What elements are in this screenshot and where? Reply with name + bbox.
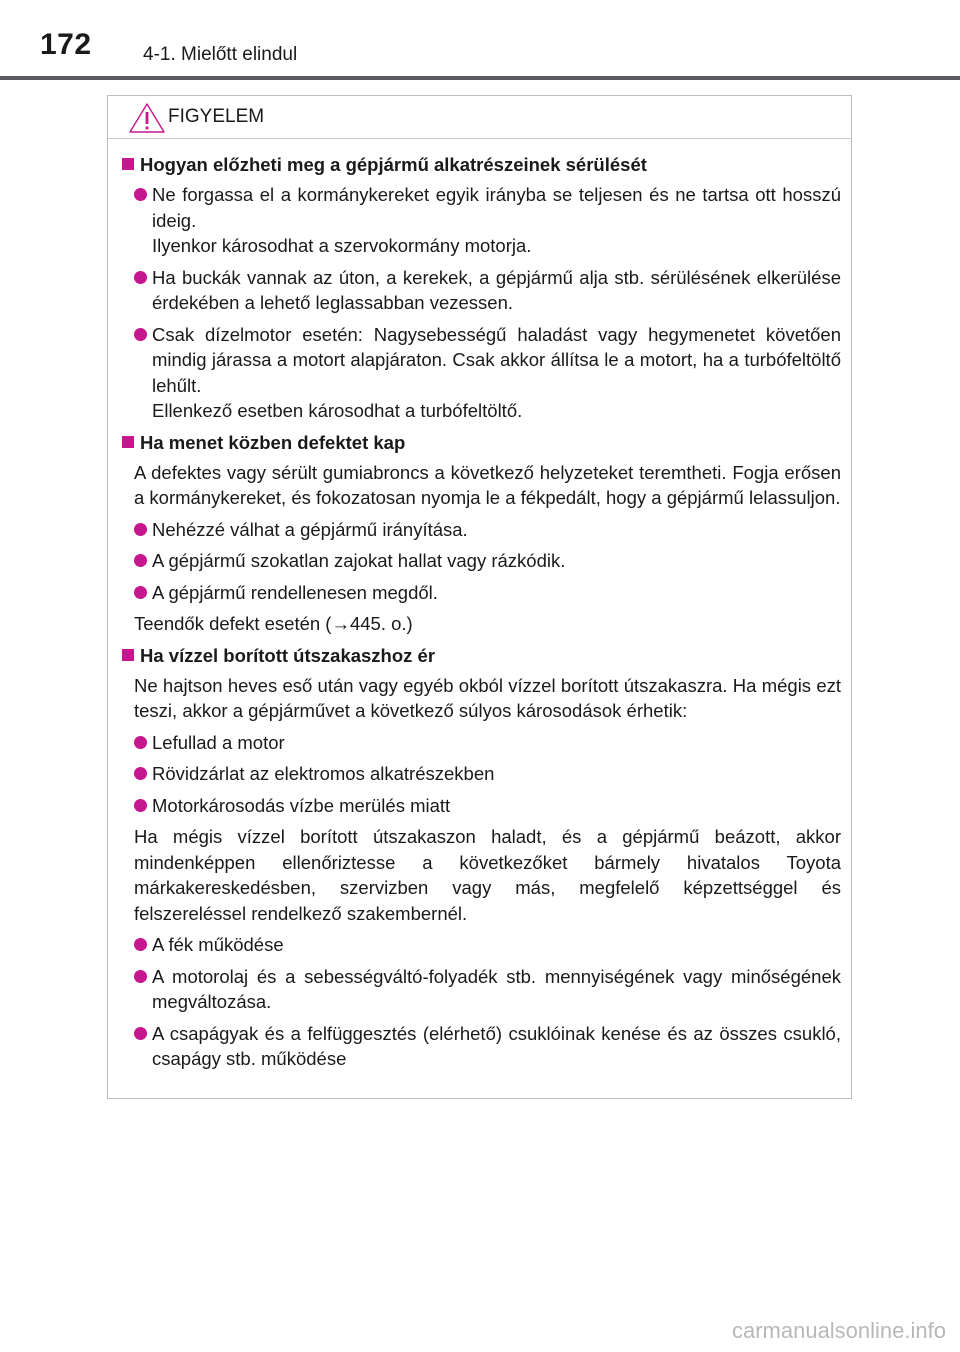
bullet-text: Nehézzé válhat a gépjármű irányítása. (152, 518, 468, 540)
bullet-note: Ellenkező esetben károsodhat a turbófeltöltő. (152, 400, 523, 421)
warning-section (120, 152, 841, 424)
warning-title: FIGYELEM (168, 106, 265, 127)
bullet-text: Motorkárosodás vízbe merülés miatt (152, 794, 451, 816)
bullet-text: Ne forgassa el a kormánykereket egyik irányba se teljesen és ne tartsa ott hosszú ideig. (152, 184, 841, 231)
paragraph: Ha mégis vízzel borított útszakaszon haladt, és a gépjármű beázott, akkor mindenképpen ellenőriztesse a következőket bármely hivatalos Toyota márkakereskedésben, szervizben vagy más, megfelelő képzettséggel és felszereléssel rendelkező szakembernél. (134, 826, 841, 924)
bullet-dot-icon (134, 586, 147, 599)
bullet-text: Ha buckák vannak az úton, a kerekek, a gépjármű alja stb. sérülésének elkerülése érdekében a lehető leglassabban vezessen. (152, 266, 841, 313)
bullet-dot-icon (134, 938, 147, 951)
bullet-text: Lefullad a motor (152, 731, 285, 753)
section-title-text: Ha vízzel borított útszakaszhoz ér (140, 644, 436, 666)
bullet-item (120, 517, 841, 543)
section-title-text: Ha menet közben defektet kap (140, 431, 406, 453)
bullet-text: Rövidzárlat az elektromos alkatrészekben (152, 763, 495, 784)
warning-box (107, 95, 852, 1099)
watermark: carmanualsonline.info (731, 1318, 946, 1343)
bullet-dot-icon (134, 799, 147, 812)
section-title (120, 152, 841, 177)
bullet-dot-icon (134, 554, 147, 567)
header-rule (0, 76, 960, 80)
bullet-dot-icon (134, 970, 147, 983)
bullet-dot-icon (134, 1027, 147, 1040)
bullet-item (120, 761, 841, 787)
bullet-item (120, 548, 841, 574)
section-square-icon (122, 436, 134, 448)
paragraph: A defektes vagy sérült gumiabroncs a következő helyzeteket teremtheti. Fogja erősen a kormánykereket, és fokozatosan nyomja le a fékpedált, hogy a gépjármű lelassuljon. (134, 461, 841, 508)
warning-section (120, 643, 841, 1072)
bullet-dot-icon (134, 271, 147, 284)
warning-header (108, 96, 851, 139)
bullet-text: A fék működése (152, 934, 284, 955)
bullet-item (120, 182, 841, 259)
paragraph: Teendők defekt esetén (→445. o.) (134, 613, 413, 634)
bullet-text: A gépjármű rendellenesen megdől. (152, 581, 438, 603)
chapter-title: 4-1. Mielőtt elindul (143, 44, 298, 65)
bullet-item (120, 730, 841, 756)
warning-section (120, 430, 841, 637)
bullet-text: A gépjármű szokatlan zajokat hallat vagy rázkódik. (152, 550, 566, 571)
bullet-dot-icon (134, 736, 147, 749)
bullet-dot-icon (134, 328, 147, 341)
section-square-icon (122, 649, 134, 661)
page-header (0, 0, 960, 80)
bullet-text: Csak dízelmotor esetén: Nagysebességű haladást vagy hegymenetet követően mindig járassa a motort alapjáraton. Csak akkor állítsa le a motort, ha a turbófeltöltő lehűlt. (152, 323, 841, 396)
bullet-item (120, 964, 841, 1015)
paragraph: Ne hajtson heves eső után vagy egyéb okból vízzel borított útszakaszra. Ha mégis ezt teszi, akkor a gépjárművet a következő súlyos károsodások érhetik: (134, 674, 841, 721)
page-number: 172 (40, 28, 92, 61)
bullet-dot-icon (134, 188, 147, 201)
section-square-icon (122, 158, 134, 170)
bullet-item (120, 580, 841, 606)
bullet-item (120, 932, 841, 958)
bullet-text: A csapágyak és a felfüggesztés (elérhető) csuklóinak kenése és az összes csukló, csapágy stb. működése (152, 1022, 841, 1069)
section-title (120, 643, 841, 668)
bullet-dot-icon (134, 523, 147, 536)
bullet-item (120, 322, 841, 424)
bullet-item (120, 265, 841, 316)
bullet-item (120, 793, 841, 819)
bullet-note: Ilyenkor károsodhat a szervokormány motorja. (152, 235, 532, 256)
bullet-item (120, 1021, 841, 1072)
warning-triangle-icon (128, 102, 166, 134)
section-title-text: Hogyan előzheti meg a gépjármű alkatrészeinek sérülését (140, 154, 647, 175)
bullet-text: A motorolaj és a sebességváltó-folyadék stb. mennyiségének vagy minőségének megváltozása. (152, 965, 841, 1012)
warning-content (108, 152, 851, 1078)
bullet-dot-icon (134, 767, 147, 780)
section-title (120, 430, 841, 455)
